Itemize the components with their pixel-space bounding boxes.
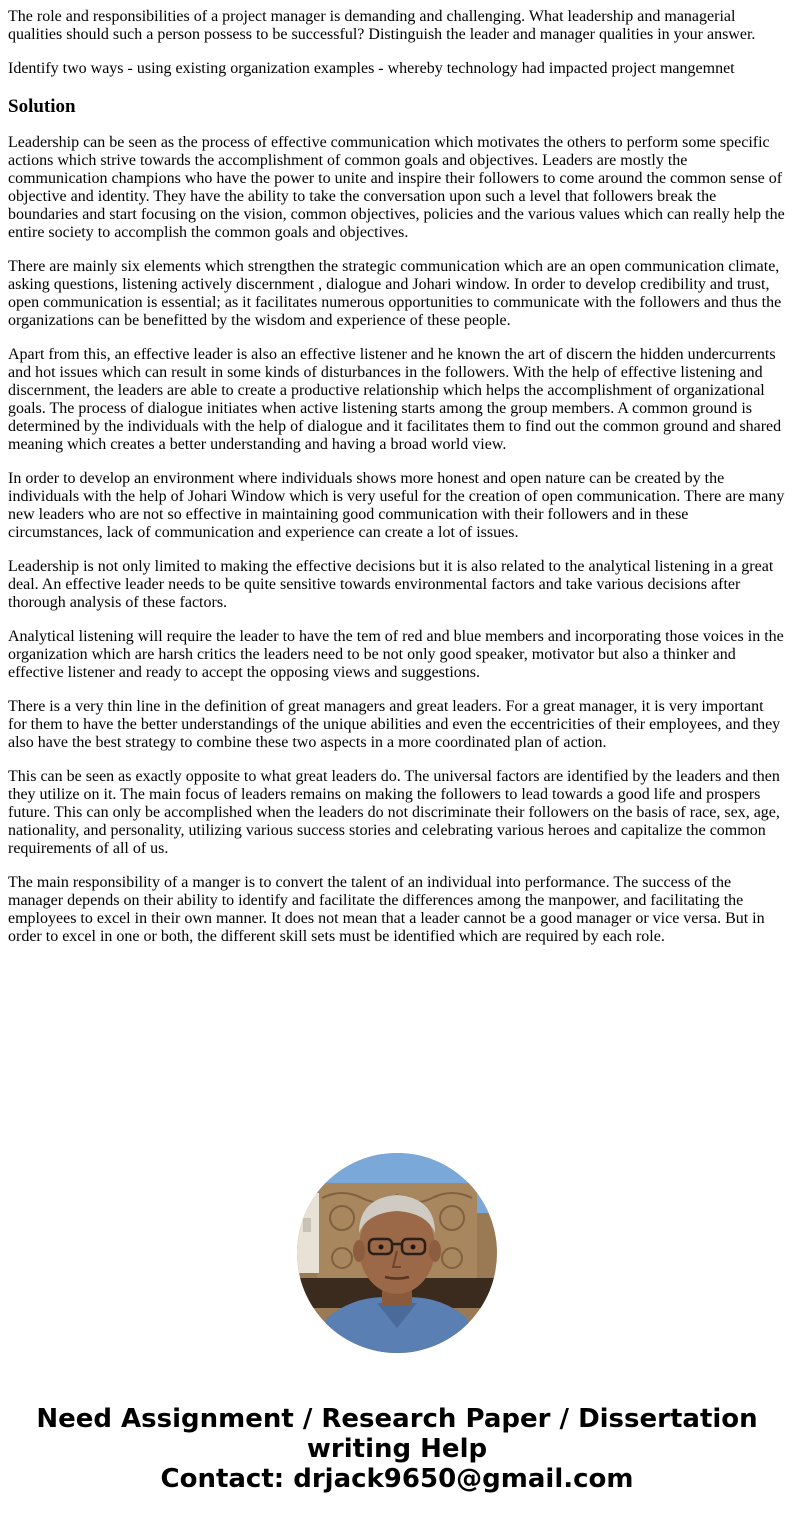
solution-paragraph: Leadership can be seen as the process of effective communication which motivates the others to perform some specific actions which strive towards the accomplishment of common goals and objectives. Leaders are mostly the communication champions who have the power to unite and inspire their followers to come around the common sense of objective and identity. They have the ability to take the conversation upon such a level that followers break the boundaries and start focusing on the vision, common objectives, policies and the various values which can really help the entire society to accomplish the common goals and objectives. (8, 134, 785, 241)
solution-paragraph: Analytical listening will require the leader to have the tem of red and blue members and incorporating those voices in the organization which are harsh critics the leaders need to be not only good speaker, motivator but also a thinker and effective listener and ready to accept the opposing views and suggestions. (8, 628, 784, 681)
solution-paragraph: This can be seen as exactly opposite to what great leaders do. The universal factors are identified by the leaders and then they utilize on it. The main focus of leaders remains on making the followers to lead towards a good life and prospers future. This can only be accomplished when the leaders do not discriminate their followers on the basis of race, sex, age, nationality, and personality, utilizing various success stories and celebrating various heroes and capitalize the common requirements of all of us. (8, 768, 780, 857)
solution-heading: Solution (8, 96, 76, 117)
solution-paragraph: In order to develop an environment where individuals shows more honest and open nature can be created by the individuals with the help of Johari Window which is very useful for the creation of open communication. There are many new leaders who are not so effective in maintaining good communication with their followers and in these circumstances, lack of communication and experience can create a lot of issues. (8, 470, 785, 541)
question-paragraph: The role and responsibilities of a project manager is demanding and challenging. What leadership and managerial qualities should such a person possess to be successful? Distinguish the leader and manager qualities in your answer. (8, 8, 756, 43)
author-avatar (297, 1153, 497, 1353)
solution-paragraph: Leadership is not only limited to making the effective decisions but it is also related to the analytical listening in a great deal. An effective leader needs to be quite sensitive towards environmental factors and take various decisions after thorough analysis of these factors. (8, 558, 774, 611)
banner-line: writing Help (306, 1434, 488, 1464)
document-body (8, 8, 786, 962)
contact-banner (0, 1404, 794, 1494)
solution-paragraph: The main responsibility of a manger is to convert the talent of an individual into performance. The success of the manager depends on their ability to identify and facilitate the differences among the manpower, and facilitating the employees to excel in their own manner. It does not mean that a leader cannot be a good manager or vice versa. But in order to excel in one or both, the different skill sets must be identified which are required by each role. (8, 874, 765, 945)
solution-paragraph: There is a very thin line in the definition of great managers and great leaders. For a great manager, it is very important for them to have the better understandings of the unique abilities and even the eccentricities of their employees, and they also have the best strategy to combine these two aspects in a more coordinated plan of action. (8, 698, 781, 751)
solution-paragraph: Apart from this, an effective leader is also an effective listener and he known the art of discern the hidden undercurrents and hot issues which can result in some kinds of disturbances in the followers. With the help of effective listening and discernment, the leaders are able to create a productive relationship which helps the accomplishment of organizational goals. The process of dialogue initiates when active listening starts among the group members. A common ground is determined by the individuals with the help of dialogue and it facilitates them to find out the common ground and shared meaning which creates a better understanding and having a broad world view. (8, 346, 782, 453)
contact-email: Contact: drjack9650@gmail.com (160, 1464, 634, 1494)
solution-paragraph: There are mainly six elements which strengthen the strategic communication which are an open communication climate, asking questions, listening actively discernment , dialogue and Johari window. In order to develop credibility and trust, open communication is essential; as it facilitates numerous opportunities to communicate with the followers and thus the organizations can be benefitted by the wisdom and experience of these people. (8, 258, 782, 329)
question-paragraph: Identify two ways - using existing organization examples - whereby technology had impacted project mangemnet (8, 60, 735, 77)
banner-line: Need Assignment / Research Paper / Dissertation (36, 1404, 758, 1434)
portrait-photo-icon (297, 1153, 497, 1353)
